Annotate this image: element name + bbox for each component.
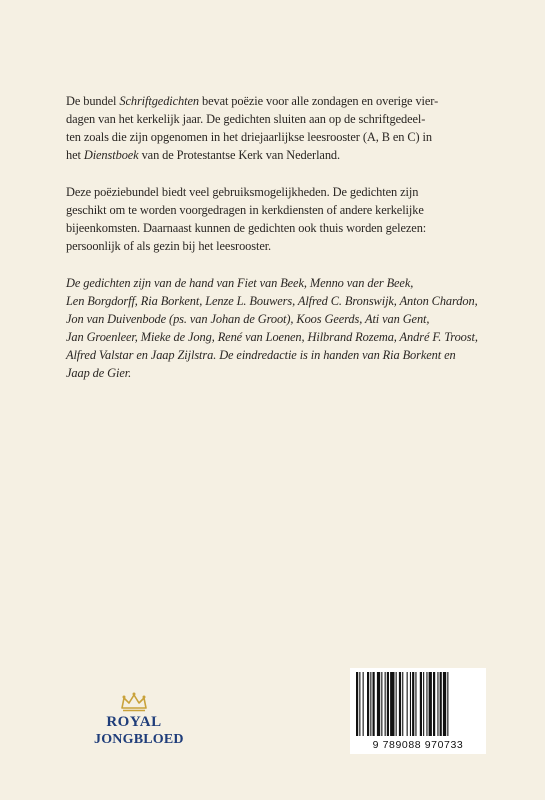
italic-title: Dienstboek [83,148,139,162]
barcode-bar [373,672,375,736]
text-line: Len Borgdorff, Ria Borkent, Lenze L. Bouwers, Alfred C. Bronswijk, Anton Chardon, [66,294,478,308]
text-line: dagen van het kerkelijk jaar. De gedichten sluiten aan op de schriftgedeel- [66,112,426,126]
text-line: geschikt om te worden voorgedragen in kerkdiensten of andere kerkelijke [66,203,424,217]
text-line: ten zoals die zijn opgenomen in het driejaarlijkse leesrooster (A, B en C) in [66,130,432,144]
barcode-bar [363,672,364,736]
isbn-number: 9 789088 970733 [372,739,464,751]
barcode-bar [420,672,422,736]
text-line: Deze poëziebundel biedt veel gebruiksmogelijkheden. De gedichten zijn [66,185,419,199]
barcode-bar [390,672,394,736]
barcode-bar [429,672,432,736]
barcode-bar [447,672,448,736]
barcode-bar [385,672,386,736]
text-line: persoonlijk of als gezin bij het leesrooster. [66,239,272,253]
text-line: De gedichten zijn van de hand van Fiet van Beek, Menno van der Beek, [66,276,414,290]
publisher-name-line2: JONGBLOED [94,732,184,747]
paragraph-1 [66,92,486,164]
barcode-bar [396,672,397,736]
barcode-bar [370,672,371,736]
barcode-bar [410,672,411,736]
text-line: het Dienstboek van de Protestantse Kerk van Nederland. [66,148,341,162]
text-line: Alfred Valstar en Jaap Zijlstra. De eindredactie is in handen van Ria Borkent en [66,348,456,362]
barcode-bar [433,672,435,736]
text-line: Jan Groenleer, Mieke de Jong, René van Loenen, Hilbrand Rozema, André F. Troost, [66,330,478,344]
paragraph-2 [66,183,486,255]
barcode-bar [359,672,360,736]
publisher-name-line1: ROYAL [106,714,162,730]
barcode-bar [426,672,427,736]
text-line: De bundel Schriftgedichten bevat poëzie voor alle zondagen en overige vier- [66,94,439,108]
barcode-bar [440,672,442,736]
barcode-bar [407,672,408,736]
isbn-barcode [350,668,486,754]
barcode-bar [387,672,389,736]
barcode-bar [356,672,358,736]
barcode-bar [412,672,414,736]
crown-icon [119,692,149,712]
barcode-bars [354,672,482,736]
barcode-bar [377,672,380,736]
barcode-bar [423,672,424,736]
paragraph-3 [66,274,486,382]
barcode-bar [399,672,401,736]
text-line: Jaap de Gier. [66,366,132,380]
barcode-bar [367,672,369,736]
text-line: bijeenkomsten. Daarnaast kunnen de gedichten ook thuis worden gelezen: [66,221,427,235]
barcode-bar [443,672,446,736]
barcode-bar [381,672,382,736]
publisher-logo [94,692,184,748]
barcode-bar [437,672,438,736]
italic-title: Schriftgedichten [119,94,199,108]
blurb-text [66,92,486,401]
barcode-bar [415,672,416,736]
barcode-bar [402,672,403,736]
text-line: Jon van Duivenbode (ps. van Johan de Groot), Koos Geerds, Ati van Gent, [66,312,430,326]
